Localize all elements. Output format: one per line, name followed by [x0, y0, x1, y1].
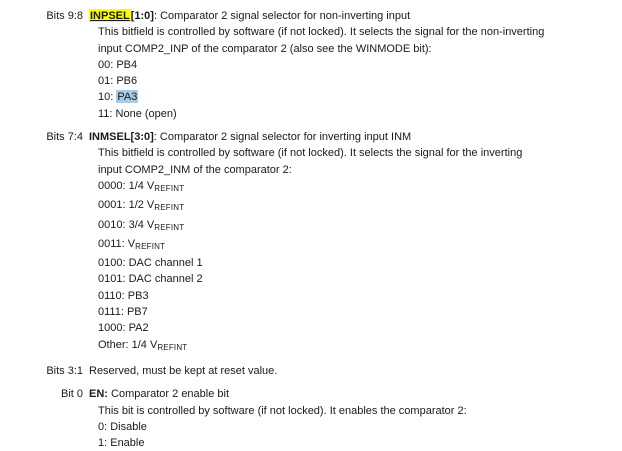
bitfield-title [89, 129, 522, 145]
body-line [89, 197, 522, 216]
bitfield-content [89, 8, 544, 122]
search-highlight: INPSEL [90, 10, 130, 22]
subscript: REFINT [157, 342, 188, 352]
text-run: 1000: PA2 [98, 322, 149, 335]
bitfield-body [89, 145, 522, 356]
body-line [89, 403, 467, 419]
bitfield-name: INMSEL[3:0] [89, 131, 154, 144]
body-line [89, 320, 522, 336]
text-run: This bit is controlled by software (if not locked). It enables the comparator 2: [98, 404, 467, 417]
body-line [89, 271, 522, 287]
text-run: : Comparator 2 signal selector for inverting input INM [153, 131, 412, 144]
bitfield-body [89, 403, 467, 451]
subscript: REFINT [154, 183, 185, 193]
text-run: input COMP2_INP of the comparator 2 (also see the WINMODE bit): [98, 42, 432, 55]
text-run: 0101: DAC channel 2 [98, 273, 203, 286]
text-run: 0110: PB3 [98, 289, 149, 302]
text-run: 0111: PB7 [98, 306, 148, 319]
bitfield-sections [0, 8, 622, 451]
body-line [89, 217, 522, 236]
bitfield-title [89, 386, 467, 402]
body-line [89, 255, 522, 271]
bits-label: Bits 3:1 [46, 364, 83, 377]
body-line [89, 145, 522, 161]
text-run: 0011: V [98, 237, 136, 250]
bits-label: Bit 0 [60, 388, 83, 401]
bitfield-content [89, 363, 277, 379]
body-line [89, 41, 544, 57]
body-line [89, 236, 522, 255]
subscript: REFINT [154, 203, 185, 213]
body-line [89, 178, 522, 197]
text-run: 1: Enable [98, 437, 145, 450]
body-line [89, 106, 544, 122]
bitfield-name: EN: [89, 388, 108, 401]
text-run: 0: Disable [98, 420, 147, 433]
text-run: This bitfield is controlled by software (if not locked). It selects the signal for the inverting [98, 147, 523, 160]
text-run: This bitfield is controlled by software (if not locked). It selects the signal for the non-inverting [98, 26, 545, 39]
bitfield-section [0, 129, 622, 356]
body-line [89, 162, 522, 178]
subscript: REFINT [154, 222, 185, 232]
bitfield-name: [1:0] [130, 10, 154, 22]
body-line [89, 419, 467, 435]
bitfield-title [89, 363, 277, 379]
body-line [89, 73, 544, 89]
body-line [89, 337, 522, 356]
text-run: 10: [98, 91, 117, 104]
bitfield-content [89, 386, 467, 451]
body-line [89, 57, 544, 73]
body-line [89, 288, 522, 304]
text-run: 0100: DAC channel 1 [98, 257, 203, 270]
text-run: Other: 1/4 V [98, 338, 158, 351]
bitfield-section [0, 386, 622, 451]
text-run: 00: PB4 [98, 58, 138, 71]
body-line [89, 304, 522, 320]
text-run: 0001: 1/2 V [98, 199, 155, 212]
bitfield-body [89, 24, 544, 122]
text-run: 0010: 3/4 V [98, 218, 155, 231]
text-run: 01: PB6 [98, 75, 138, 88]
text-run: : Comparator 2 signal selector for non-inverting input [153, 10, 411, 22]
selection-highlight: PA3 [117, 91, 138, 104]
text-run: Comparator 2 enable bit [107, 388, 230, 401]
text-run: 0000: 1/4 V [98, 179, 155, 192]
text-run: Reserved, must be kept at reset value. [89, 364, 278, 377]
bitfield-section [0, 363, 622, 379]
body-line [89, 24, 544, 40]
bitfield-title [89, 8, 544, 24]
body-line [89, 435, 467, 451]
bits-label: Bits 7:4 [46, 131, 83, 144]
body-line [89, 89, 544, 105]
bitfield-content [89, 129, 522, 356]
text-run: 11: None (open) [98, 107, 177, 120]
bitfield-section [0, 8, 622, 122]
subscript: REFINT [135, 241, 166, 251]
text-run: input COMP2_INM of the comparator 2: [98, 163, 292, 176]
bits-label: Bits 9:8 [46, 10, 83, 22]
